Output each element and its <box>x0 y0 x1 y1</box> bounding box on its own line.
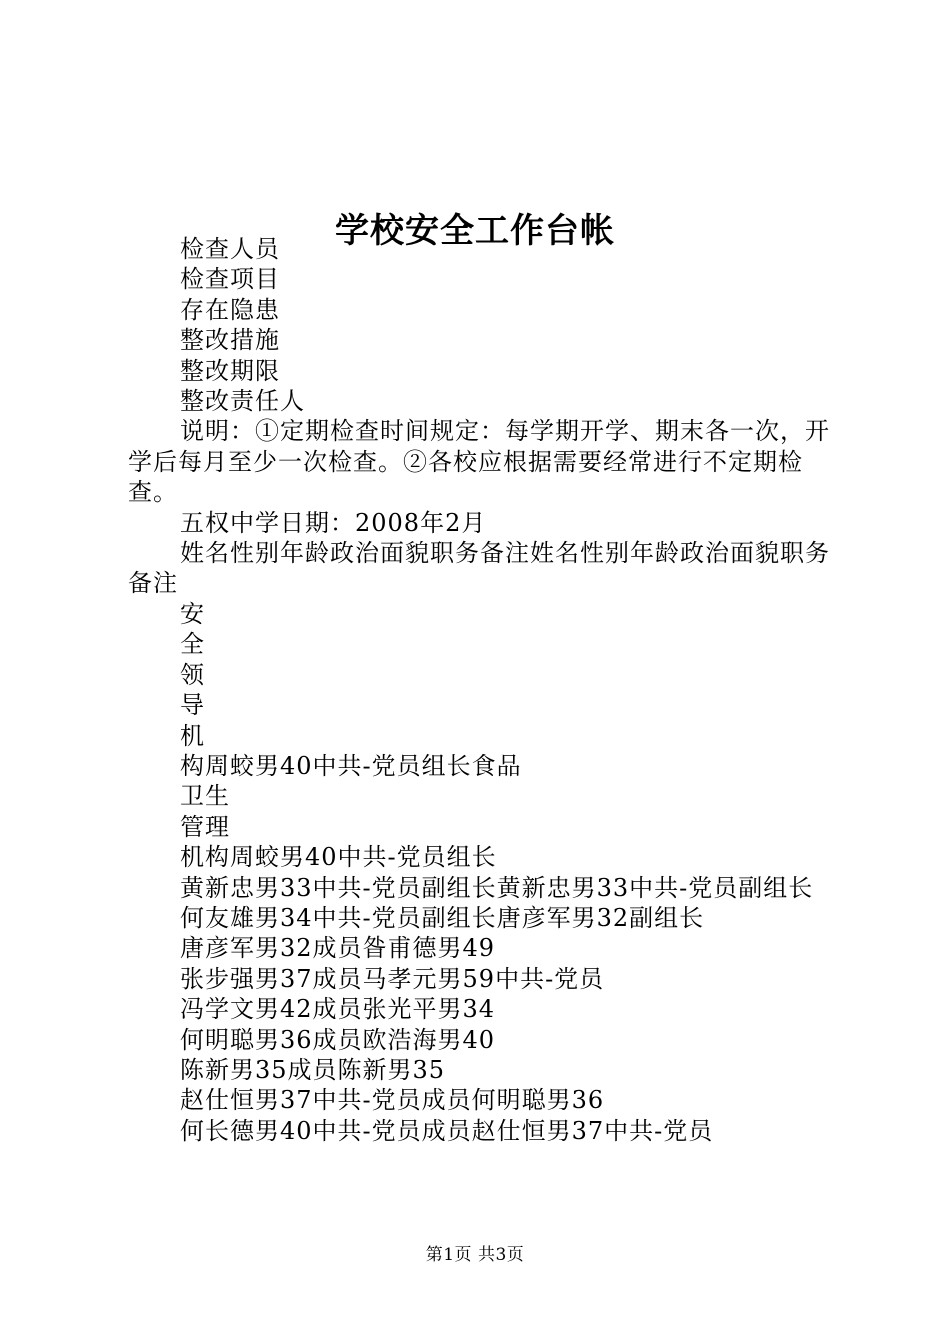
member-line: 张步强男37成员马孝元男59中共-党员 <box>180 964 605 993</box>
member-line: 黄新忠男33中共-党员副组长黄新忠男33中共-党员副组长 <box>180 873 814 902</box>
paragraph: 安 <box>180 599 205 628</box>
member-line: 机构周蛟男40中共-党员组长 <box>180 843 497 872</box>
member-line: 构周蛟男40中共-党员组长食品 <box>180 751 522 780</box>
paragraph: 导 <box>180 691 205 720</box>
paragraph: 卫生 <box>180 782 230 811</box>
paragraph: 检查人员 <box>180 235 280 263</box>
paragraph: 领 <box>180 660 205 689</box>
member-line: 何明聪男36成员欧浩海男40 <box>180 1025 496 1054</box>
table-header-line: 姓名性别年龄政治面貌职务备注姓名性别年龄政治面貌职务备注 <box>128 539 830 598</box>
document-title: 学校安全工作台帐 <box>335 210 615 251</box>
page-footer: 第1页 共3页 <box>425 1245 525 1265</box>
paragraph: 存在隐患 <box>180 295 280 324</box>
paragraph: 整改责任人 <box>180 387 305 416</box>
paragraph: 整改措施 <box>180 326 280 355</box>
member-line: 何长德男40中共-党员成员赵仕恒男37中共-党员 <box>180 1116 714 1145</box>
note-paragraph: 说明：①定期检查时间规定：每学期开学、期末各一次，开学后每月至少一次检查。②各校应根据需要经常进行不定期检查。 <box>128 417 830 507</box>
paragraph: 全 <box>180 630 205 659</box>
paragraph: 机 <box>180 721 205 750</box>
member-line: 冯学文男42成员张光平男34 <box>180 995 496 1024</box>
paragraph: 检查项目 <box>180 265 280 294</box>
member-line: 陈新男35成员陈新男35 <box>180 1055 446 1084</box>
member-line: 何友雄男34中共-党员副组长唐彦军男32副组长 <box>180 903 705 932</box>
member-line: 赵仕恒男37中共-党员成员何明聪男36 <box>180 1086 605 1115</box>
paragraph: 整改期限 <box>180 356 280 385</box>
paragraph: 管理 <box>180 812 230 841</box>
document-body <box>128 234 834 1146</box>
school-date-line: 五权中学日期：2008年2月 <box>180 508 487 537</box>
member-line: 唐彦军男32成员昝甫德男49 <box>180 934 496 963</box>
